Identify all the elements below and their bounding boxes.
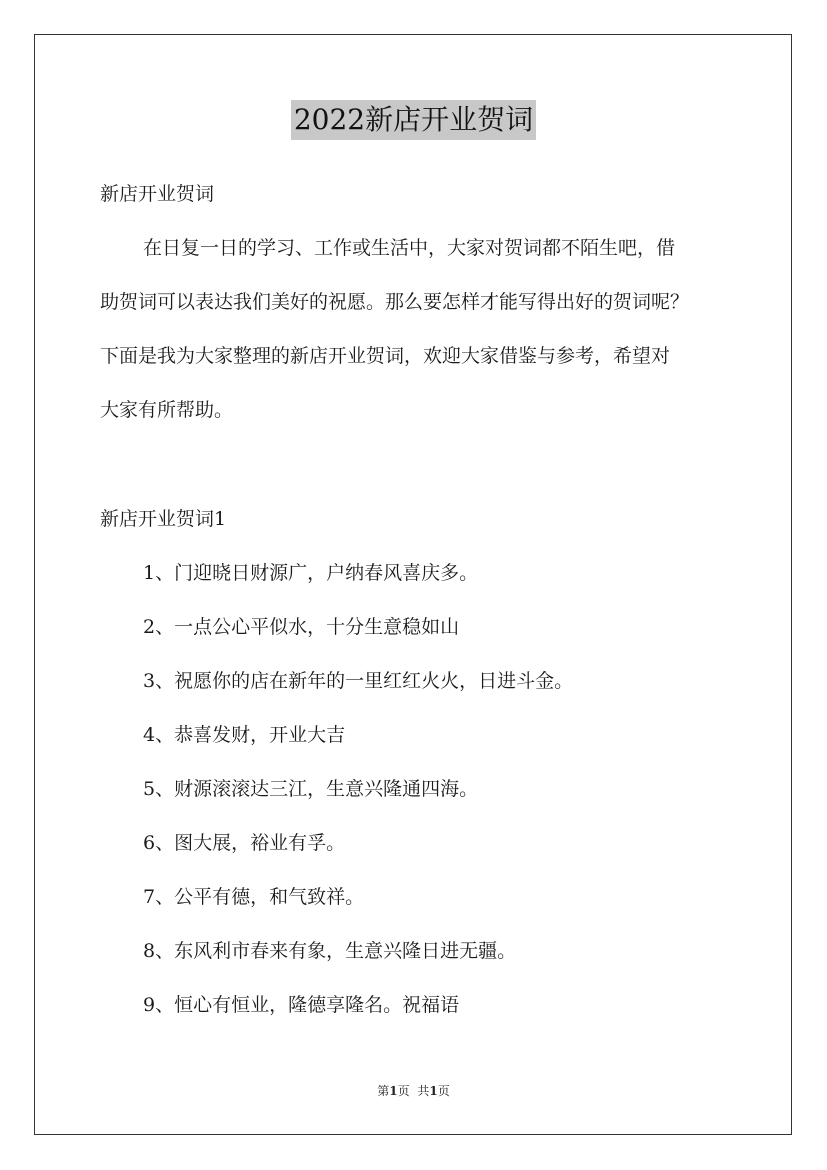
page-footer xyxy=(0,1083,827,1099)
footer-page-number: 1 xyxy=(389,1084,398,1098)
footer-page-prefix: 第 xyxy=(377,1084,390,1098)
list-item: 1、门迎晓日财源广，户纳春风喜庆多。 xyxy=(143,562,479,584)
list-item: 4、恭喜发财，开业大吉 xyxy=(143,724,346,746)
intro-line-3: 下面是我为大家整理的新店开业贺词，欢迎大家借鉴与参考，希望对 xyxy=(100,345,671,367)
list-item: 3、祝愿你的店在新年的一里红红火火，日进斗金。 xyxy=(143,670,574,692)
list-item: 8、东风利市春来有象，生意兴隆日进无疆。 xyxy=(143,940,517,962)
list-item: 7、公平有德，和气致祥。 xyxy=(143,886,365,908)
list-item: 2、一点公心平似水，十分生意稳如山 xyxy=(143,616,460,638)
footer-page-suffix: 页 xyxy=(397,1084,410,1098)
title-container xyxy=(0,100,827,140)
list-item: 9、恒心有恒业，隆德享隆名。祝福语 xyxy=(143,994,460,1016)
footer-total-number: 1 xyxy=(429,1084,438,1098)
list-item: 5、财源滚滚达三江，生意兴隆通四海。 xyxy=(143,778,479,800)
intro-line-2: 助贺词可以表达我们美好的祝愿。那么要怎样才能写得出好的贺词呢？ xyxy=(100,291,690,313)
section-heading: 新店开业贺词1 xyxy=(100,508,227,530)
list-item: 6、图大展，裕业有孚。 xyxy=(143,832,346,854)
intro-line-1: 在日复一日的学习、工作或生活中，大家对贺词都不陌生吧，借 xyxy=(143,237,676,259)
document-title: 2022新店开业贺词 xyxy=(291,100,536,140)
footer-total-prefix: 共 xyxy=(417,1084,430,1098)
document-subtitle: 新店开业贺词 xyxy=(100,183,215,205)
footer-total-suffix: 页 xyxy=(437,1084,450,1098)
intro-line-4: 大家有所帮助。 xyxy=(100,399,234,421)
